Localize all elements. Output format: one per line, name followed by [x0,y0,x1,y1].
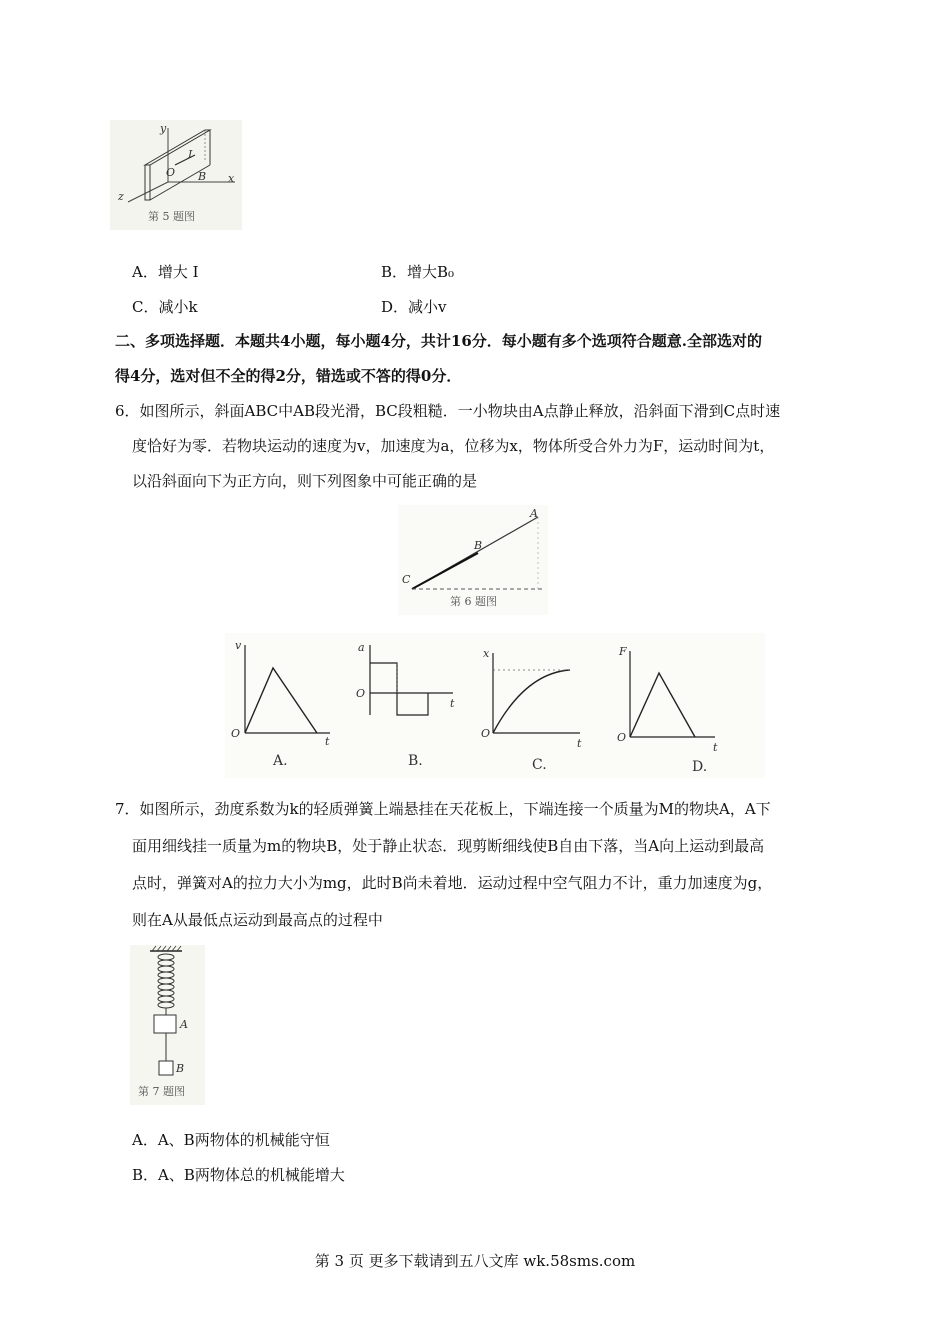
q7-line1: 7．如图所示，劲度系数为k的轻质弹簧上端悬挂在天花板上，下端连接一个质量为M的物块A，A下 [115,800,771,818]
graph-panel [225,633,765,778]
fig6-label-a: A [530,507,538,520]
fig6-label-b: B [474,539,483,552]
q6-line3: 以沿斜面向下为正方向，则下列图象中可能正确的是 [132,472,478,490]
fig6-caption: 第 6 题图 [450,595,497,608]
fig7-label-a: A [180,1018,188,1031]
fig5-label-i: I [188,148,193,161]
q7-option-b: B．A、B两物体总的机械能增大 [132,1166,345,1184]
q6-line2: 度恰好为零．若物块运动的速度为v，加速度为a，位移为x，物体所受合外力为F，运动时间为t， [132,437,775,455]
fig5-label-b: B [198,170,207,183]
graph-c-origin: O [481,727,491,740]
graph-b-label: B. [408,753,423,769]
fig7-label-b: B [176,1062,185,1075]
q7-line2: 面用细线挂一质量为m的物块B，处于静止状态．现剪断细线使B自由下落，当A向上运动到最高 [132,837,765,855]
figure-6 [398,505,548,615]
graph-d-origin: O [617,731,627,744]
fig5-label-z: z [118,190,124,203]
graph-d-axis: F [619,645,627,658]
fig5-label-o: O [166,166,176,179]
figure-7 [130,945,205,1105]
graph-c-label: C. [532,757,547,773]
section2-line2: 得4分，选对但不全的得2分，错选或不答的得0分． [115,367,462,385]
fig5-caption: 第 5 题图 [148,210,195,223]
q5-option-d: D．减小v [381,298,447,316]
graph-b-origin: O [356,687,366,700]
graph-c-axis: x [483,647,490,660]
q6-line1: 6．如图所示，斜面ABC中AB段光滑，BC段粗糙．一小物块由A点静止释放，沿斜面下滑到C点时速 [115,402,781,420]
graph-a-origin: O [231,727,241,740]
q5-option-a: A．增大 I [132,263,199,281]
figure-5 [110,120,242,230]
graph-a-t: t [325,735,330,748]
q5-option-c: C．减小k [132,298,198,316]
q7-option-a: A．A、B两物体的机械能守恒 [132,1131,330,1149]
fig5-label-y: y [160,122,167,135]
graph-d-label: D. [692,759,708,775]
fig7-caption: 第 7 题图 [138,1085,185,1098]
q7-line4: 则在A从最低点运动到最高点的过程中 [132,911,383,929]
page-footer: 第 3 页 更多下载请到五八文库 wk.58sms.com [314,1252,636,1270]
graph-a-label: A. [273,753,288,769]
fig6-label-c: C [402,573,411,586]
graph-b-axis: a [358,641,365,654]
section2-line1: 二、多项选择题．本题共4小题，每小题4分，共计16分．每小题有多个选项符合题意.全部选对的 [115,332,762,350]
graph-a-axis: v [235,639,242,652]
fig5-label-x: x [228,172,235,185]
q7-line3: 点时，弹簧对A的拉力大小为mg，此时B尚未着地．运动过程中空气阻力不计，重力加速度为g， [132,874,773,892]
graph-b-t: t [450,697,455,710]
graph-c-t: t [577,737,582,750]
graph-d-t: t [713,741,718,754]
q5-option-b: B．增大B₀ [381,263,455,281]
